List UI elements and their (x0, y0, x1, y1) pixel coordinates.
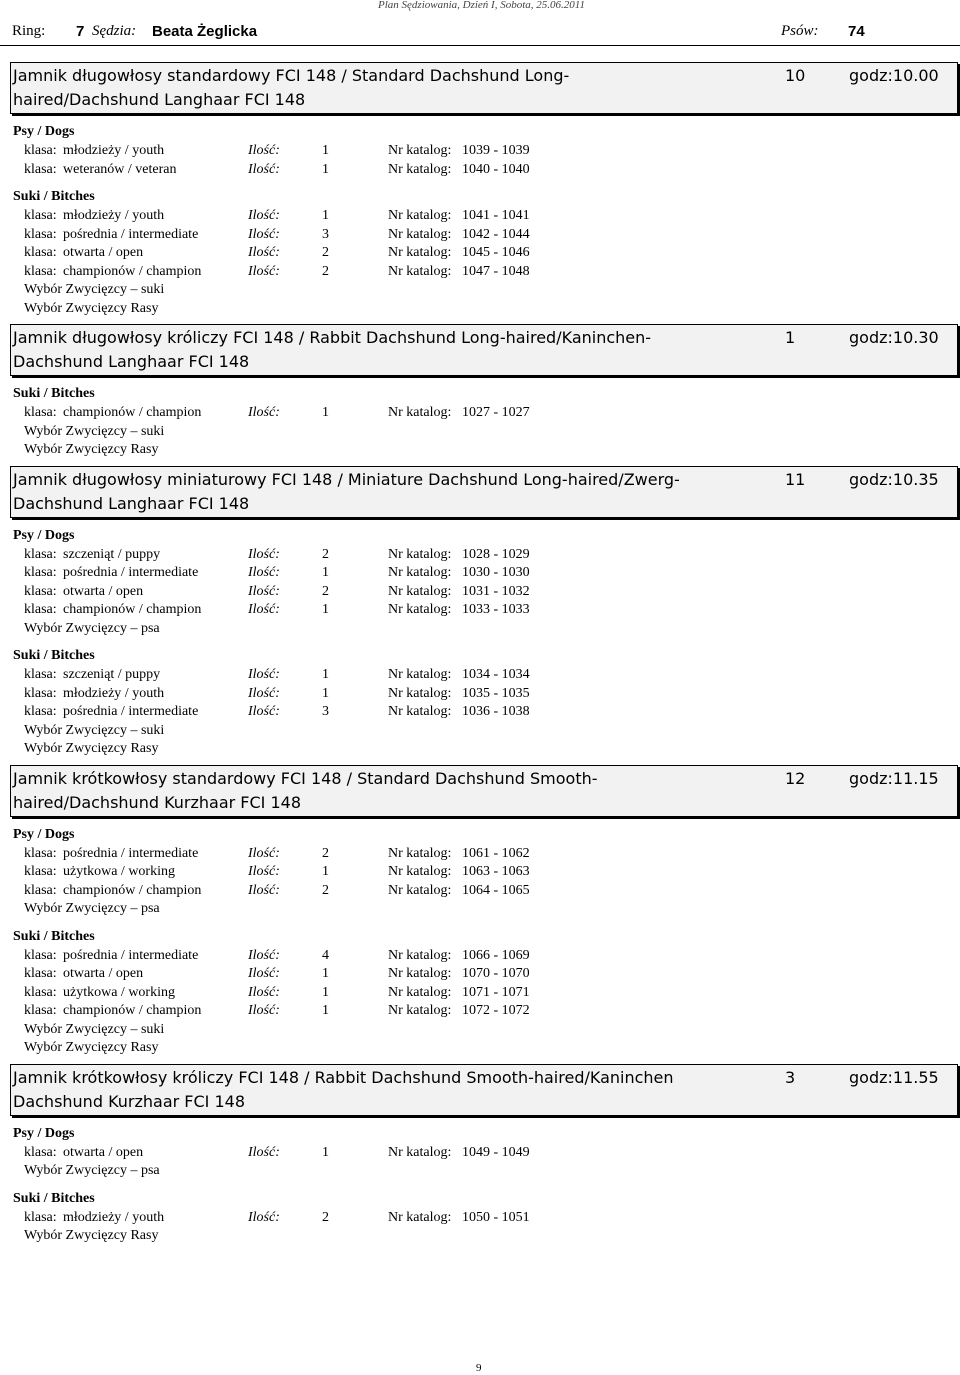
count-label: Ilość: (248, 966, 280, 981)
breed-header (10, 62, 958, 114)
class-name: otwarta / open (63, 245, 144, 260)
class-label: klasa: (24, 685, 57, 701)
catalog-label: Nr katalog: (388, 208, 452, 223)
catalog-label: Nr katalog: (388, 161, 452, 177)
catalog-range: 1042 - 1044 (462, 226, 530, 242)
count-label: Ilość: (248, 1003, 280, 1018)
breed-name: Jamnik długowłosy miniaturowy FCI 148 / Miniature Dachshund Long-haired/Zwerg-Dachshund Langhaar FCI 148 (13, 469, 680, 513)
count-label: Ilość: (248, 405, 280, 420)
class-name: otwarta / open (63, 966, 144, 981)
count-label: Ilość: (248, 161, 280, 177)
catalog-range: 1066 - 1069 (462, 947, 530, 963)
catalog-label: Nr katalog: (388, 966, 452, 981)
winner-line: Wybór Zwycięzcy – psa (24, 901, 160, 916)
class-name: pośrednia / intermediate (63, 947, 199, 963)
breed-count: 11 (785, 469, 806, 489)
class-row (0, 1002, 960, 1021)
class-count: 1 (322, 966, 329, 981)
catalog-label: Nr katalog: (388, 405, 452, 420)
catalog-range: 1034 - 1034 (462, 667, 530, 682)
catalog-range: 1071 - 1071 (462, 984, 530, 1000)
class-count: 2 (322, 546, 329, 562)
count-label: Ilość: (248, 602, 280, 617)
class-label: klasa: (24, 208, 57, 223)
class-count: 2 (322, 845, 329, 861)
winner-line: Wybór Zwycięzcy – psa (24, 1163, 160, 1178)
catalog-range: 1061 - 1062 (462, 845, 530, 861)
catalog-range: 1041 - 1041 (462, 208, 530, 223)
class-count: 2 (322, 263, 329, 279)
class-count: 1 (322, 143, 329, 158)
class-label: klasa: (24, 667, 57, 682)
class-count: 1 (322, 1003, 329, 1018)
class-name: pośrednia / intermediate (63, 565, 199, 580)
count-label: Ilość: (248, 226, 280, 242)
class-label: klasa: (24, 966, 57, 981)
class-count: 4 (322, 947, 329, 963)
count-label: Ilość: (248, 565, 280, 580)
breed-name: Jamnik długowłosy standardowy FCI 148 / Standard Dachshund Long-haired/Dachshund Langhaar FCI 148 (13, 66, 570, 109)
breed-name: Jamnik krótkowłosy króliczy FCI 148 / Rabbit Dachshund Smooth-haired/Kaninchen Dachshund Kurzhaar FCI 148 (13, 1067, 674, 1111)
winner-line: Wybór Zwycięzcy – suki (24, 1021, 165, 1037)
catalog-range: 1050 - 1051 (462, 1209, 530, 1225)
sex-section-title: Psy / Dogs (13, 1125, 75, 1141)
catalog-range: 1070 - 1070 (462, 966, 530, 981)
sex-section-title: Psy / Dogs (13, 124, 75, 139)
breed-time: godz:10.00 (849, 66, 939, 85)
class-label: klasa: (24, 864, 57, 879)
winner-line: Wybór Zwycięzcy – psa (24, 620, 160, 636)
catalog-range: 1035 - 1035 (462, 685, 530, 701)
winner-line: Wybór Zwycięzcy Rasy (24, 741, 159, 756)
class-name: młodzieży / youth (63, 685, 165, 701)
class-count: 1 (322, 565, 329, 580)
class-label: klasa: (24, 1209, 57, 1225)
class-row (0, 207, 960, 226)
class-count: 1 (322, 208, 329, 223)
sex-section-title: Psy / Dogs (13, 527, 75, 543)
breed-count: 12 (785, 768, 806, 788)
class-label: klasa: (24, 984, 57, 1000)
breed-name: Jamnik krótkowłosy standardowy FCI 148 / Standard Dachshund Smooth-haired/Dachshund Kurzhaar FCI 148 (13, 768, 598, 812)
page-header (0, 0, 960, 16)
class-label: klasa: (24, 226, 57, 242)
class-row (0, 404, 960, 423)
class-label: klasa: (24, 263, 57, 279)
class-row (0, 564, 960, 583)
breed-time: godz:10.30 (849, 328, 939, 347)
class-name: użytkowa / working (63, 984, 175, 1000)
class-label: klasa: (24, 546, 57, 562)
sex-section-title: Suki / Bitches (13, 928, 95, 944)
catalog-range: 1047 - 1048 (462, 263, 530, 279)
catalog-label: Nr katalog: (388, 984, 452, 1000)
class-row (0, 984, 960, 1003)
class-row (0, 947, 960, 966)
class-count: 1 (322, 1144, 329, 1160)
class-label: klasa: (24, 143, 57, 158)
catalog-label: Nr katalog: (388, 245, 452, 260)
catalog-label: Nr katalog: (388, 546, 452, 562)
class-name: weteranów / veteran (63, 161, 177, 177)
class-name: pośrednia / intermediate (63, 226, 199, 242)
class-row (0, 263, 960, 282)
count-label: Ilość: (248, 984, 280, 1000)
breed-header (10, 324, 958, 376)
count-label: Ilość: (248, 143, 280, 158)
catalog-range: 1028 - 1029 (462, 546, 530, 562)
class-row (0, 244, 960, 263)
breed-time: godz:11.15 (849, 768, 939, 788)
class-row (0, 965, 960, 984)
winner-line: Wybór Zwycięzcy Rasy (24, 1228, 159, 1243)
count-label: Ilość: (248, 845, 280, 861)
plan-title: Plan Sędziowania, Dzień I, Sobota, 25.06.2011 (378, 0, 585, 11)
class-name: młodzieży / youth (63, 143, 165, 158)
class-name: championów / champion (63, 1003, 202, 1018)
class-name: championów / champion (63, 602, 202, 617)
class-row (0, 1209, 960, 1228)
sex-section-title: Suki / Bitches (13, 648, 95, 663)
class-label: klasa: (24, 704, 57, 719)
class-label: klasa: (24, 882, 57, 898)
catalog-range: 1040 - 1040 (462, 161, 530, 177)
class-row (0, 1144, 960, 1163)
class-row (0, 666, 960, 685)
class-name: młodzieży / youth (63, 208, 165, 223)
class-label: klasa: (24, 1144, 57, 1160)
count-label: Ilość: (248, 1209, 280, 1225)
count-label: Ilość: (248, 704, 280, 719)
page-number: 9 (476, 1362, 482, 1374)
class-name: championów / champion (63, 882, 202, 898)
catalog-range: 1039 - 1039 (462, 143, 530, 158)
class-name: użytkowa / working (63, 864, 175, 879)
breed-count: 10 (785, 66, 806, 85)
dogs-label: Psów: (781, 23, 819, 39)
class-label: klasa: (24, 161, 57, 177)
class-count: 3 (322, 704, 329, 719)
class-name: młodzieży / youth (63, 1209, 165, 1225)
class-name: szczeniąt / puppy (63, 667, 161, 682)
class-label: klasa: (24, 583, 57, 599)
class-row (0, 161, 960, 180)
winner-line: Wybór Zwycięzcy – suki (24, 722, 165, 738)
breed-header (10, 466, 958, 518)
catalog-label: Nr katalog: (388, 704, 452, 719)
class-label: klasa: (24, 845, 57, 861)
class-name: championów / champion (63, 263, 202, 279)
class-name: pośrednia / intermediate (63, 704, 199, 719)
catalog-label: Nr katalog: (388, 602, 452, 617)
breed-header (10, 1064, 958, 1116)
catalog-label: Nr katalog: (388, 882, 452, 898)
class-count: 1 (322, 864, 329, 879)
catalog-label: Nr katalog: (388, 864, 452, 879)
schedule-content (0, 62, 960, 1252)
catalog-label: Nr katalog: (388, 226, 452, 242)
catalog-label: Nr katalog: (388, 1003, 452, 1018)
class-label: klasa: (24, 405, 57, 420)
class-row (0, 546, 960, 565)
class-row (0, 845, 960, 864)
catalog-range: 1033 - 1033 (462, 602, 530, 617)
count-label: Ilość: (248, 882, 280, 898)
class-row (0, 703, 960, 722)
sex-section-title: Psy / Dogs (13, 826, 75, 842)
catalog-label: Nr katalog: (388, 143, 452, 158)
breed-count: 1 (785, 328, 796, 347)
breed-time: godz:10.35 (849, 469, 939, 489)
judge-label: Sędzia: (92, 23, 137, 39)
catalog-range: 1045 - 1046 (462, 245, 530, 260)
class-name: pośrednia / intermediate (63, 845, 199, 861)
sex-section-title: Suki / Bitches (13, 386, 95, 401)
catalog-range: 1072 - 1072 (462, 1003, 530, 1018)
count-label: Ilość: (248, 583, 280, 599)
catalog-range: 1031 - 1032 (462, 583, 530, 599)
ring-label: Ring: (12, 23, 46, 39)
class-row (0, 882, 960, 901)
breed-name: Jamnik długowłosy króliczy FCI 148 / Rabbit Dachshund Long-haired/Kaninchen-Dachshund Langhaar FCI 148 (13, 328, 652, 371)
class-name: otwarta / open (63, 1144, 144, 1160)
count-label: Ilość: (248, 263, 280, 279)
catalog-range: 1030 - 1030 (462, 565, 530, 580)
catalog-range: 1049 - 1049 (462, 1144, 530, 1160)
winner-line: Wybór Zwycięzcy – suki (24, 282, 165, 297)
ring-info-bar (0, 16, 960, 46)
count-label: Ilość: (248, 546, 280, 562)
class-name: otwarta / open (63, 583, 144, 599)
class-count: 2 (322, 245, 329, 260)
catalog-label: Nr katalog: (388, 845, 452, 861)
class-label: klasa: (24, 565, 57, 580)
catalog-label: Nr katalog: (388, 583, 452, 599)
winner-line: Wybór Zwycięzcy Rasy (24, 442, 159, 457)
dogs-count: 74 (848, 23, 865, 40)
count-label: Ilość: (248, 667, 280, 682)
count-label: Ilość: (248, 245, 280, 260)
catalog-range: 1027 - 1027 (462, 405, 530, 420)
class-row (0, 226, 960, 245)
class-count: 3 (322, 226, 329, 242)
catalog-range: 1036 - 1038 (462, 704, 530, 719)
class-count: 1 (322, 667, 329, 682)
class-count: 2 (322, 1209, 329, 1225)
class-row (0, 685, 960, 704)
catalog-label: Nr katalog: (388, 263, 452, 279)
class-count: 2 (322, 583, 329, 599)
catalog-label: Nr katalog: (388, 947, 452, 963)
count-label: Ilość: (248, 1144, 280, 1160)
catalog-label: Nr katalog: (388, 565, 452, 580)
class-count: 1 (322, 602, 329, 617)
catalog-label: Nr katalog: (388, 1144, 452, 1160)
sex-section-title: Suki / Bitches (13, 1190, 95, 1206)
class-row (0, 142, 960, 161)
count-label: Ilość: (248, 864, 280, 879)
class-count: 1 (322, 984, 329, 1000)
catalog-range: 1064 - 1065 (462, 882, 530, 898)
sex-section-title: Suki / Bitches (13, 189, 95, 204)
catalog-label: Nr katalog: (388, 1209, 452, 1225)
class-count: 1 (322, 161, 329, 177)
class-row (0, 601, 960, 620)
class-name: championów / champion (63, 405, 202, 420)
breed-count: 3 (785, 1067, 796, 1087)
breed-header (10, 765, 958, 817)
class-row (0, 583, 960, 602)
winner-line: Wybór Zwycięzcy Rasy (24, 300, 159, 316)
class-label: klasa: (24, 602, 57, 617)
count-label: Ilość: (248, 208, 280, 223)
class-row (0, 863, 960, 882)
catalog-label: Nr katalog: (388, 667, 452, 682)
count-label: Ilość: (248, 947, 280, 963)
class-count: 2 (322, 882, 329, 898)
ring-number: 7 (76, 23, 85, 40)
breed-spacer (0, 1246, 960, 1252)
count-label: Ilość: (248, 685, 280, 701)
winner-line: Wybór Zwycięzcy Rasy (24, 1040, 159, 1055)
class-count: 1 (322, 685, 329, 701)
judge-name: Beata Żeglicka (152, 23, 258, 40)
class-label: klasa: (24, 1003, 57, 1018)
catalog-range: 1063 - 1063 (462, 864, 530, 879)
winner-line: Wybór Zwycięzcy – suki (24, 423, 165, 439)
class-count: 1 (322, 405, 329, 420)
class-label: klasa: (24, 947, 57, 963)
catalog-label: Nr katalog: (388, 685, 452, 701)
breed-time: godz:11.55 (849, 1067, 939, 1087)
class-name: szczeniąt / puppy (63, 546, 161, 562)
class-label: klasa: (24, 245, 57, 260)
